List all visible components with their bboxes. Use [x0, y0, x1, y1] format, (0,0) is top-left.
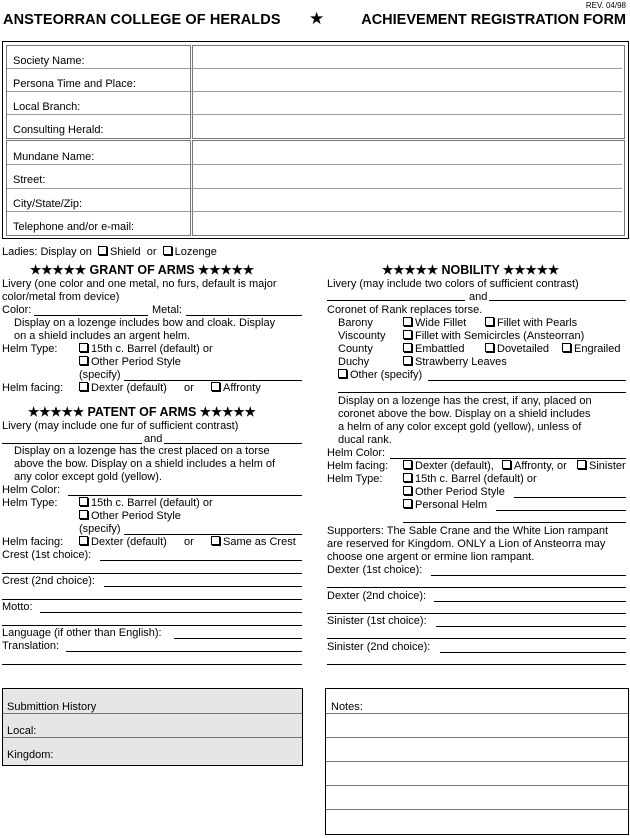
- barony-label: Barony: [338, 317, 373, 329]
- grant-specify-line[interactable]: [124, 380, 302, 381]
- strawberry-label: Strawberry Leaves: [415, 356, 507, 368]
- patent-same-label: Same as Crest: [223, 536, 296, 548]
- nobility-other-label: Other (specify): [350, 369, 423, 381]
- strawberry-option: [403, 356, 507, 369]
- grant-barrel-label: 15th c. Barrel (default) or: [91, 343, 213, 355]
- translation-line[interactable]: [66, 651, 302, 652]
- crest-1-line-2[interactable]: [2, 573, 302, 574]
- nobility-sinister-checkbox[interactable]: [577, 460, 586, 469]
- ladies-prefix: Ladies: Display on: [2, 246, 92, 258]
- motto-line-2[interactable]: [2, 625, 302, 626]
- patent-barrel-checkbox[interactable]: [79, 497, 88, 506]
- grant-of-arms-heading: ★★★★★ GRANT OF ARMS ★★★★★: [30, 263, 255, 277]
- patent-helm-type-label: Helm Type:: [2, 497, 58, 509]
- shield-checkbox[interactable]: [98, 246, 107, 255]
- city-state-zip-label: City/State/Zip:: [13, 198, 83, 210]
- nobility-sinister-label: Sinister: [589, 460, 626, 472]
- nobility-other-line-2[interactable]: [338, 392, 626, 393]
- nobility-lozenge-text-3: a helm of any color except gold (yellow), unless of: [338, 421, 582, 433]
- nobility-other-period-option: [403, 486, 505, 499]
- nobility-heading: ★★★★★ NOBILITY ★★★★★: [382, 263, 560, 277]
- personal-helm-label: Personal Helm: [415, 499, 488, 511]
- dovetailed-option: [485, 343, 549, 356]
- supporters-text-2: are reserved for Kingdom. ONLY a Lion of Ansteorra may: [327, 538, 606, 550]
- local-branch-field[interactable]: [193, 92, 622, 114]
- sinister-2-line[interactable]: [440, 652, 626, 653]
- patent-specify-line[interactable]: [124, 534, 302, 535]
- nobility-barrel-checkbox[interactable]: [403, 473, 412, 482]
- mundane-name-label: Mundane Name:: [13, 151, 95, 163]
- grant-lozenge-text-1: Display on a lozenge includes bow and cloak. Display: [14, 317, 276, 329]
- grant-metal-label: Metal:: [152, 304, 182, 316]
- nobility-lozenge-text-2: coronet above the bow. Display on a shield includes: [338, 408, 591, 420]
- grant-helm-facing-label: Helm facing:: [2, 382, 64, 394]
- nobility-barrel-option: [403, 473, 537, 486]
- grant-color-label: Color:: [2, 304, 32, 316]
- nobility-and-label: and: [469, 291, 488, 303]
- nobility-dexter-checkbox[interactable]: [403, 460, 412, 469]
- fillet-pearls-option: [485, 317, 577, 330]
- personal-helm-checkbox[interactable]: [403, 499, 412, 508]
- consulting-herald-field[interactable]: [193, 115, 622, 137]
- crest-1-label: Crest (1st choice):: [2, 549, 92, 561]
- patent-helm-facing-label: Helm facing:: [2, 536, 64, 548]
- patent-barrel-option: [79, 497, 213, 510]
- sinister-1-label: Sinister (1st choice):: [327, 615, 427, 627]
- dexter-1-line[interactable]: [431, 575, 626, 576]
- grant-other-option: [79, 356, 181, 369]
- wide-fillet-option: [403, 317, 466, 330]
- grant-affronty-label: Affronty: [223, 382, 261, 394]
- translation-line-2[interactable]: [2, 664, 302, 665]
- grant-metal-line[interactable]: [186, 315, 302, 316]
- submittion-history-box: [2, 688, 303, 766]
- patent-or-label: or: [184, 536, 194, 548]
- fillet-pearls-checkbox[interactable]: [485, 317, 494, 326]
- patent-other-option: [79, 510, 181, 523]
- notes-box[interactable]: [325, 688, 629, 835]
- telephone-field[interactable]: [193, 212, 622, 234]
- nobility-helm-facing-label: Helm facing:: [327, 460, 389, 472]
- patent-lozenge-text-1: Display on a lozenge has the crest placed on a torse: [14, 445, 270, 457]
- motto-label: Motto:: [2, 601, 33, 613]
- submittion-history-title: Submittion History: [7, 701, 97, 713]
- translation-label: Translation:: [2, 640, 60, 652]
- street-field[interactable]: [193, 165, 622, 188]
- patent-lozenge-text-3: any color except gold (yellow).: [14, 471, 162, 483]
- city-state-zip-field[interactable]: [193, 189, 622, 211]
- grant-specify-label: (specify): [79, 369, 121, 381]
- personal-helm-option: [403, 499, 487, 512]
- nobility-other-checkbox[interactable]: [338, 369, 347, 378]
- grant-dexter-option: [79, 382, 167, 395]
- nobility-lozenge-text-1: Display on a lozenge has the crest, if any, placed on: [338, 395, 592, 407]
- grant-color-line[interactable]: [34, 315, 148, 316]
- personal-helm-line[interactable]: [496, 510, 626, 511]
- grant-helm-type-label: Helm Type:: [2, 343, 58, 355]
- supporters-text-1: Supporters: The Sable Crane and the White Lion rampant: [327, 525, 609, 537]
- language-line[interactable]: [174, 638, 302, 639]
- patent-and-label: and: [144, 433, 163, 445]
- crest-2-line-2[interactable]: [2, 599, 302, 600]
- notes-divider: [326, 785, 628, 786]
- engrailed-label: Engrailed: [574, 343, 621, 355]
- nobility-affronty-option: [502, 460, 567, 473]
- patent-same-checkbox[interactable]: [211, 536, 220, 545]
- crest-2-line[interactable]: [104, 586, 302, 587]
- patent-livery-line-1[interactable]: [2, 443, 142, 444]
- consulting-herald-label: Consulting Herald:: [13, 124, 104, 136]
- nobility-helm-line-2[interactable]: [403, 522, 626, 523]
- nobility-helm-color-line[interactable]: [390, 458, 626, 459]
- shield-label: Shield: [110, 246, 141, 258]
- embattled-label: Embattled: [415, 343, 465, 355]
- grant-dexter-checkbox[interactable]: [79, 382, 88, 391]
- sinister-2-label: Sinister (2nd choice):: [327, 641, 431, 653]
- nobility-helm-color-label: Helm Color:: [327, 447, 386, 459]
- sinister-2-line-2[interactable]: [327, 664, 626, 665]
- nobility-sinister-option: [577, 460, 626, 473]
- grant-barrel-option: [79, 343, 213, 356]
- nobility-other-period-label: Other Period Style: [415, 486, 505, 498]
- wide-fillet-checkbox[interactable]: [403, 317, 412, 326]
- wide-fillet-label: Wide Fillet: [415, 317, 467, 329]
- persona-time-place-label: Persona Time and Place:: [13, 78, 136, 90]
- patent-helm-color-label: Helm Color:: [2, 484, 61, 496]
- sinister-1-line[interactable]: [436, 626, 626, 627]
- patent-dexter-checkbox[interactable]: [79, 536, 88, 545]
- patent-of-arms-heading: ★★★★★ PATENT OF ARMS ★★★★★: [28, 405, 256, 419]
- nobility-livery-line-2[interactable]: [489, 300, 626, 301]
- grant-lozenge-text-2: on a shield includes an argent helm.: [14, 330, 191, 342]
- patent-livery-text: Livery (may include one fur of sufficient contrast): [2, 420, 239, 432]
- telephone-label: Telephone and/or e-mail:: [13, 221, 135, 233]
- ladies-display: [2, 246, 217, 259]
- crest-2-label: Crest (2nd choice):: [2, 575, 95, 587]
- motto-line[interactable]: [40, 612, 302, 613]
- supporters-text-3: choose one argent or ermine lion rampant.: [327, 551, 535, 563]
- patent-barrel-label: 15th c. Barrel (default) or: [91, 497, 213, 509]
- embattled-checkbox[interactable]: [403, 343, 412, 352]
- dexter-1-label: Dexter (1st choice):: [327, 564, 423, 576]
- personal-info-box: [2, 41, 629, 239]
- dovetailed-label: Dovetailed: [497, 343, 549, 355]
- patent-same-option: [211, 536, 296, 549]
- patent-specify-label: (specify): [79, 523, 121, 535]
- engrailed-option: [562, 343, 620, 356]
- dexter-1-line-2[interactable]: [327, 587, 626, 588]
- revision-label: REV. 04/98: [585, 1, 626, 10]
- dexter-2-label: Dexter (2nd choice):: [327, 590, 427, 602]
- notes-divider: [326, 737, 628, 738]
- patent-lozenge-text-2: above the bow. Display on a shield includes a helm of: [14, 458, 276, 470]
- nobility-lozenge-text-4: ducal rank.: [338, 434, 392, 446]
- nobility-dexter-label: Dexter (default),: [415, 460, 494, 472]
- grant-dexter-label: Dexter (default): [91, 382, 167, 394]
- nobility-dexter-option: [403, 460, 494, 473]
- grant-livery-text-1: Livery (one color and one metal, no furs, default is major: [2, 278, 277, 290]
- history-divider: [3, 737, 302, 738]
- notes-title: Notes:: [331, 701, 363, 713]
- fillet-pearls-label: Fillet with Pearls: [497, 317, 578, 329]
- coronet-text: Coronet of Rank replaces torse.: [327, 304, 483, 316]
- grant-or-label: or: [184, 382, 194, 394]
- strawberry-checkbox[interactable]: [403, 356, 412, 365]
- patent-other-checkbox[interactable]: [79, 510, 88, 519]
- nobility-affronty-label: Affronty, or: [514, 460, 567, 472]
- notes-divider: [326, 761, 628, 762]
- persona-field[interactable]: [193, 69, 622, 91]
- form-title: ACHIEVEMENT REGISTRATION FORM: [361, 12, 626, 28]
- star-icon: ★: [309, 9, 325, 28]
- patent-livery-line-2[interactable]: [164, 443, 302, 444]
- grant-livery-text-2: color/metal from device): [2, 291, 120, 303]
- nobility-livery-text: Livery (may include two colors of sufficient contrast): [327, 278, 579, 290]
- lozenge-label: Lozenge: [174, 246, 217, 258]
- history-local-label: Local:: [7, 725, 37, 737]
- patent-other-label: Other Period Style: [91, 510, 181, 522]
- lozenge-checkbox[interactable]: [163, 246, 172, 255]
- language-label: Language (if other than English):: [2, 627, 162, 639]
- dexter-2-line-2[interactable]: [327, 613, 626, 614]
- or-label: or: [146, 246, 157, 258]
- grant-other-label: Other Period Style: [91, 356, 181, 368]
- nobility-other-period-line[interactable]: [514, 497, 626, 498]
- society-name-field[interactable]: [193, 46, 622, 68]
- patent-helm-color-line[interactable]: [68, 495, 302, 496]
- fillet-semicircles-label: Fillet with Semicircles (Ansteorran): [415, 330, 585, 342]
- street-label: Street:: [13, 174, 46, 186]
- embattled-option: [403, 343, 465, 356]
- history-kingdom-label: Kingdom:: [7, 749, 54, 761]
- grant-affronty-checkbox[interactable]: [211, 382, 220, 391]
- local-branch-label: Local Branch:: [13, 101, 81, 113]
- nobility-barrel-label: 15th c. Barrel (default) or: [415, 473, 537, 485]
- college-title: ANSTEORRAN COLLEGE OF HERALDS: [3, 12, 281, 28]
- sinister-1-line-2[interactable]: [327, 638, 626, 639]
- viscounty-label: Viscounty: [338, 330, 386, 342]
- notes-divider: [326, 809, 628, 810]
- nobility-livery-line-1[interactable]: [327, 300, 465, 301]
- notes-divider: [326, 713, 628, 714]
- grant-other-checkbox[interactable]: [79, 356, 88, 365]
- society-name-label: Society Name:: [13, 55, 85, 67]
- nobility-other-option: [338, 369, 422, 382]
- grant-affronty-option: [211, 382, 261, 395]
- crest-1-line[interactable]: [100, 560, 302, 561]
- nobility-affronty-checkbox[interactable]: [502, 460, 511, 469]
- nobility-other-period-checkbox[interactable]: [403, 486, 412, 495]
- mundane-name-field[interactable]: [193, 141, 622, 164]
- engrailed-checkbox[interactable]: [562, 343, 571, 352]
- patent-dexter-option: [79, 536, 167, 549]
- duchy-label: Duchy: [338, 356, 370, 368]
- dexter-2-line[interactable]: [434, 601, 626, 602]
- nobility-helm-type-label: Helm Type:: [327, 473, 383, 485]
- fillet-semicircles-option: [403, 330, 584, 343]
- grant-barrel-checkbox[interactable]: [79, 343, 88, 352]
- fillet-semicircles-checkbox[interactable]: [403, 330, 412, 339]
- county-label: County: [338, 343, 373, 355]
- nobility-other-line[interactable]: [428, 380, 626, 381]
- patent-dexter-label: Dexter (default): [91, 536, 167, 548]
- dovetailed-checkbox[interactable]: [485, 343, 494, 352]
